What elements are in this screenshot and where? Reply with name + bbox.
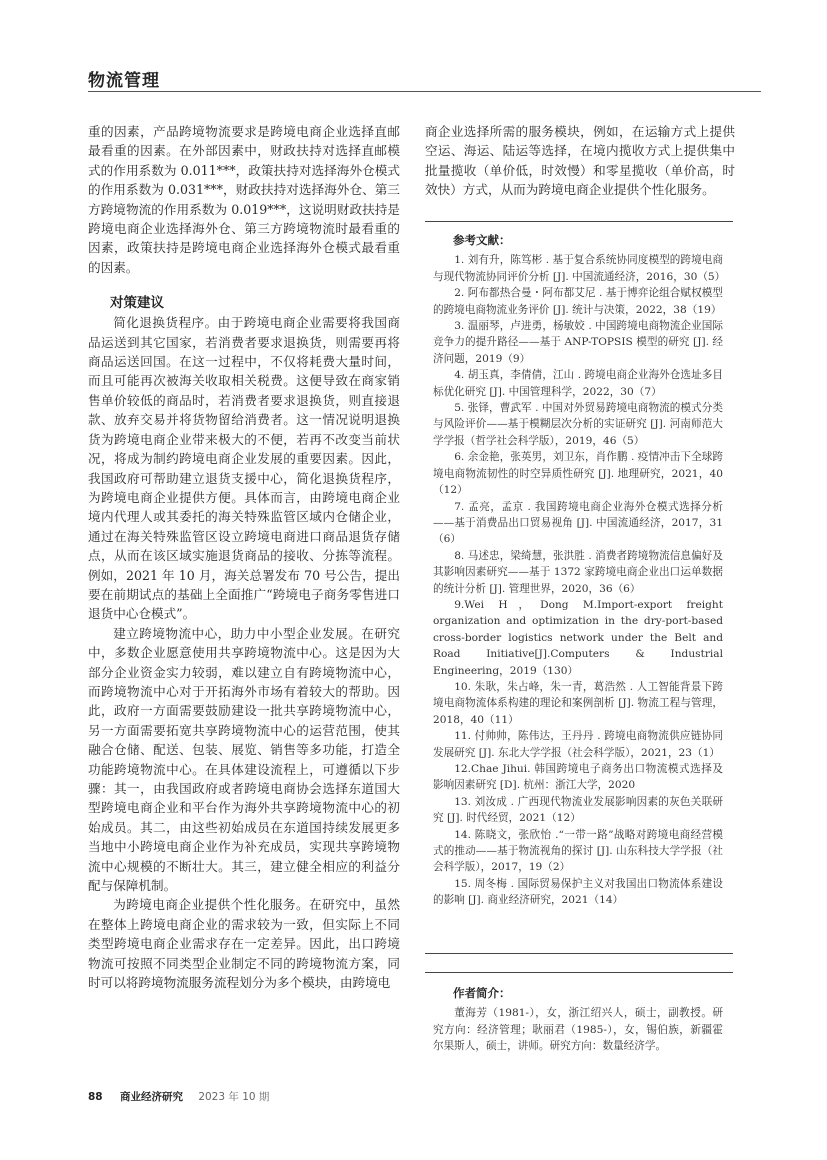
reference-item: 11. 付帅帅，陈伟达，王丹丹 . 跨境电商物流供应链协同发展研究 [J]. 东北大学学报（社会科学版），2021，23（1） — [433, 730, 723, 759]
reference-item: 12.Chae Jihui. 韩国跨境电子商务出口物流模式选择及影响因素研究 [D]. 杭州：浙江大学，2020 — [433, 763, 723, 792]
reference-item: 7. 孟亮，孟京 . 我国跨境电商企业海外仓模式选择分析——基于消费品出口贸易视角 [J]. 中国流通经济，2017，31（6） — [433, 500, 723, 546]
reference-item: 13. 刘汝成 . 广西现代物流业发展影响因素的灰色关联研究 [J]. 时代经贸，2021（12） — [433, 795, 723, 825]
reference-item: 2. 阿布都热合曼・阿布都艾尼 . 基于博弈论组合赋权模型的跨境电商物流业务评价 [J]. 统计与决策，2022，38（19） — [433, 287, 723, 316]
right-column — [425, 122, 735, 200]
references-bottom-divider — [425, 953, 733, 954]
journal-name: 商业经济研究 — [119, 1091, 183, 1103]
reference-item: 1. 刘有升，陈笃彬 . 基于复合系统协同度模型的跨境电商与现代物流协同评价分析 [J]. 中国流通经济，2016，30（5） — [433, 254, 726, 283]
page-number: 88 — [88, 1091, 103, 1103]
intro-paragraph: 重的因素，产品跨境物流要求是跨境电商企业选择直邮最看重的因素。在外部因素中，财政扶持对选择直邮模式的作用系数为 0.011***，政策扶持对选择海外仓模式的作用系数为 0.031***，财政扶持对选择海外仓、第三方跨境物流的作用系数为 0.019***，这说明财政扶持是跨境电商企业选择海外仓、第三方跨境物流时最看重的因素，政策扶持是跨境电商企业选择海外仓模式最看重的因素。 — [88, 124, 400, 275]
references-section — [433, 232, 726, 909]
author-intro — [433, 985, 723, 1055]
references-top-divider — [425, 221, 733, 222]
header-divider — [88, 91, 761, 92]
reference-item: 6. 余金艳，张英男，刘卫东，肖作鹏 . 疫情冲击下全球跨境电商物流韧性的时空异质性研究 [J]. 地理研究，2021，40（12） — [433, 451, 723, 497]
reference-item: 9.Wei H，Dong M.Import-export freight organization and optimization in the dry-port-based cross-border logistics network under the Belt and Road Initiative[J].Computers & Industrial Engineering，2019（130） — [433, 598, 723, 677]
left-column — [88, 122, 400, 992]
reference-item: 10. 朱耿，朱占峰，朱一青，葛浩然 . 人工智能背景下跨境电商物流体系构建的理论和案例剖析 [J]. 物流工程与管理，2018，40（11） — [433, 680, 723, 726]
reference-item: 8. 马述忠，梁绮慧，张洪胜 . 消费者跨境物流信息偏好及其影响因素研究——基于 1372 家跨境电商企业出口运单数据的统计分析 [J]. 管理世界，2020，36（6） — [433, 549, 723, 595]
reference-item: 14. 陈晓文，张欣怡 .“一带一路”战略对跨境电商经营模式的推动——基于物流视角的探讨 [J]. 山东科技大学学报（社会科学版），2017，19（2） — [433, 828, 723, 874]
paragraph-returns: 简化退换货程序。由于跨境电商企业需要将我国商品运送到其它国家，若消费者要求退换货，则需要再将商品运送回国。在这一过程中，不仅将耗费大量时间，而且可能再次被海关收取相关税费。这便导致在商家销售单价较低的商品时，若消费者要求退换货，则直接退款、放弃交易并将货物留给消费者。这一情况说明退换货为跨境电商企业带来极大的不便，若再不改变当前状况，将成为制约跨境电商企业发展的重要因素。因此，我国政府可帮助建立退货支援中心，简化退换货程序，为跨境电商企业提供方便。具体而言，由跨境电商企业境内代理人或其委托的海关特殊监管区域内仓储企业，通过在海关特殊监管区设立跨境电商进口商品退货存储点，从而在该区域实施退货商品的接收、分拣等流程。例如，2021 年 10 月，海关总署发布 70 号公告，提出要在前期试点的基础上全面推广“跨境电子商务零售进口退货中心仓模式”。 — [88, 315, 400, 622]
reference-item: 3. 温丽琴，卢进勇，杨敏姣 . 中国跨境电商物流企业国际竞争力的提升路径——基于 ANP-TOPSIS 模型的研究 [J]. 经济问题，2019（9） — [433, 320, 723, 365]
references-heading: 参考文献： — [453, 233, 511, 247]
page-footer — [88, 1089, 269, 1104]
author-text: 董海芳（1981-），女，浙江绍兴人，硕士，副教授。研究方向：经济管理；耿丽君（1985-），女，锡伯族，新疆霍尔果斯人，硕士，讲师。研究方向：数量经济学。 — [433, 1007, 723, 1053]
author-heading: 作者简介： — [453, 986, 511, 1000]
reference-item: 5. 张铎，曹武军 . 中国对外贸易跨境电商物流的模式分类与风险评价——基于模糊层次分析的实证研究 [J]. 河南师范大学学报（哲学社会科学版），2019，46（5） — [433, 402, 723, 447]
paragraph-logistics-center: 建立跨境物流中心，助力中小型企业发展。在研究中，多数企业愿意使用共享跨境物流中心。这是因为大部分企业资金实力较弱，难以建立自有跨境物流中心，而跨境物流中心对于开拓海外市场有着较大的帮助。因此，政府一方面需要鼓励建设一批共享跨境物流中心，另一方面需要拓宽共享跨境物流中心的运营范围，使其融合仓储、配送、包装、展览、销售等多功能，打造全功能跨境物流中心。在具体建设流程上，可遵循以下步骤：其一，由我国政府或者跨境电商协会选择东道国大型跨境电商企业和平台作为海外共享跨境物流中心的初始成员。其二，由这些初始成员在东道国持续发展更多当地中小跨境电商企业作为补充成员，实现共享跨境物流中心规模的不断壮大。其三，建立健全相应的利益分配与保障机制。 — [88, 625, 400, 894]
section-heading: 对策建议 — [110, 295, 164, 312]
reference-item: 15. 周冬梅 . 国际贸易保护主义对我国出口物流体系建设的影响 [J]. 商业经济研究，2021（14） — [433, 877, 723, 907]
section-header: 物流管理 — [88, 71, 160, 91]
author-top-divider — [425, 972, 733, 973]
issue-label: 2023 年 10 期 — [198, 1091, 270, 1103]
paragraph-personalized-service: 为跨境电商企业提供个性化服务。在研究中，虽然在整体上跨境电商企业的需求较为一致，但实际上不同类型跨境电商企业需求存在一定差异。因此，出口跨境物流可按照不同类型企业制定不同的跨境物流方案，同时可以将跨境物流服务流程划分为多个模块，由跨境电 — [88, 897, 400, 991]
reference-item: 4. 胡玉真，李倩倩，江山 . 跨境电商企业海外仓选址多目标优化研究 [J]. 中国管理科学，2022，30（7） — [433, 369, 723, 398]
continuation-paragraph: 商企业选择所需的服务模块，例如，在运输方式上提供空运、海运、陆运等选择，在境内揽收方式上提供集中批量揽收（单价低，时效慢）和零星揽收（单价高，时效快）方式，从而为跨境电商企业提供个性化服务。 — [425, 124, 735, 198]
